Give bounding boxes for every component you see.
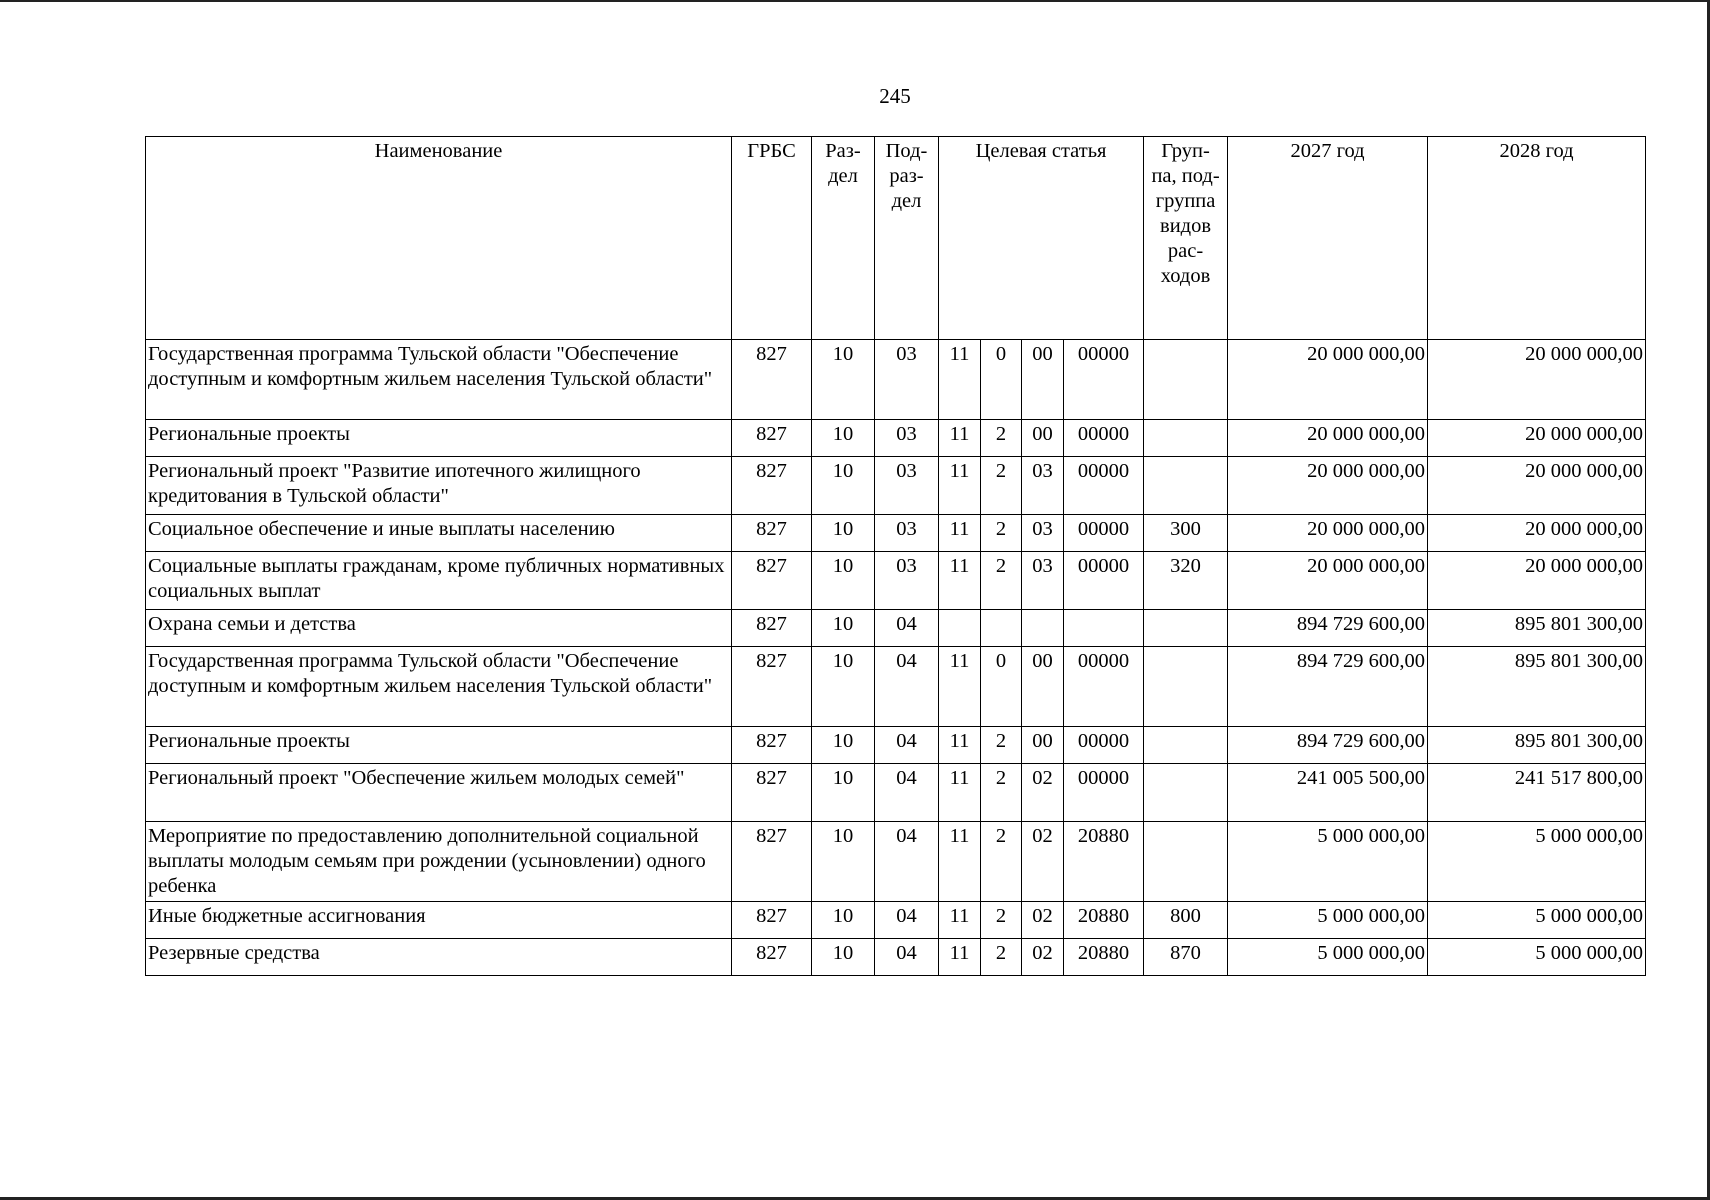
cell-target-event: 00 — [1022, 647, 1064, 727]
cell-name: Государственная программа Тульской области "Обеспечение доступным и комфортным жильем населения Тульской области" — [146, 647, 732, 727]
cell-target-direction: 00000 — [1064, 764, 1144, 822]
cell-expense-group — [1144, 647, 1228, 727]
cell-amount-2027: 894 729 600,00 — [1228, 727, 1428, 764]
cell-razdel: 10 — [812, 515, 875, 552]
cell-grbs: 827 — [732, 764, 812, 822]
cell-amount-2028: 5 000 000,00 — [1428, 902, 1646, 939]
cell-target-type: 2 — [981, 822, 1022, 902]
table-row — [146, 939, 1646, 976]
cell-amount-2028: 20 000 000,00 — [1428, 552, 1646, 610]
cell-expense-group — [1144, 420, 1228, 457]
page-number: 245 — [879, 84, 911, 108]
cell-target-type: 0 — [981, 647, 1022, 727]
header-expense-group: Груп- па, под- группа видов рас- ходов — [1144, 137, 1228, 340]
cell-podrazdel: 03 — [875, 552, 939, 610]
cell-name: Региональный проект "Развитие ипотечного жилищного кредитования в Тульской области" — [146, 457, 732, 515]
cell-expense-group: 870 — [1144, 939, 1228, 976]
budget-table — [145, 136, 1646, 976]
cell-expense-group: 300 — [1144, 515, 1228, 552]
scan-edge-top — [0, 0, 1710, 2]
cell-name: Государственная программа Тульской области "Обеспечение доступным и комфортным жильем населения Тульской области" — [146, 340, 732, 420]
table-row — [146, 552, 1646, 610]
cell-razdel: 10 — [812, 420, 875, 457]
cell-expense-group — [1144, 340, 1228, 420]
cell-amount-2027: 894 729 600,00 — [1228, 647, 1428, 727]
cell-grbs: 827 — [732, 727, 812, 764]
cell-amount-2028: 895 801 300,00 — [1428, 647, 1646, 727]
header-grbs: ГРБС — [732, 137, 812, 340]
cell-target-event: 02 — [1022, 902, 1064, 939]
cell-target-type: 0 — [981, 340, 1022, 420]
cell-target-direction: 00000 — [1064, 340, 1144, 420]
cell-target-event: 00 — [1022, 340, 1064, 420]
cell-expense-group: 800 — [1144, 902, 1228, 939]
cell-target-event: 02 — [1022, 939, 1064, 976]
cell-target-direction — [1064, 610, 1144, 647]
cell-amount-2027: 20 000 000,00 — [1228, 420, 1428, 457]
cell-target-type: 2 — [981, 727, 1022, 764]
cell-razdel: 10 — [812, 610, 875, 647]
cell-target-event: 00 — [1022, 420, 1064, 457]
cell-podrazdel: 03 — [875, 340, 939, 420]
cell-grbs: 827 — [732, 552, 812, 610]
cell-podrazdel: 03 — [875, 420, 939, 457]
cell-amount-2028: 20 000 000,00 — [1428, 340, 1646, 420]
cell-podrazdel: 04 — [875, 610, 939, 647]
cell-target-type: 2 — [981, 515, 1022, 552]
table-row — [146, 727, 1646, 764]
cell-target-direction: 00000 — [1064, 552, 1144, 610]
cell-target-program — [939, 610, 981, 647]
cell-amount-2027: 20 000 000,00 — [1228, 340, 1428, 420]
cell-amount-2028: 20 000 000,00 — [1428, 457, 1646, 515]
cell-target-direction: 00000 — [1064, 515, 1144, 552]
cell-target-type: 2 — [981, 764, 1022, 822]
table-row — [146, 902, 1646, 939]
cell-podrazdel: 04 — [875, 902, 939, 939]
cell-expense-group — [1144, 764, 1228, 822]
cell-amount-2027: 5 000 000,00 — [1228, 822, 1428, 902]
cell-amount-2028: 241 517 800,00 — [1428, 764, 1646, 822]
cell-name: Региональный проект "Обеспечение жильем молодых семей" — [146, 764, 732, 822]
cell-razdel: 10 — [812, 457, 875, 515]
header-target-article: Целевая статья — [939, 137, 1144, 340]
cell-target-event: 02 — [1022, 822, 1064, 902]
cell-grbs: 827 — [732, 515, 812, 552]
cell-razdel: 10 — [812, 552, 875, 610]
table-row — [146, 420, 1646, 457]
table-row — [146, 515, 1646, 552]
cell-grbs: 827 — [732, 457, 812, 515]
cell-podrazdel: 03 — [875, 457, 939, 515]
header-2028: 2028 год — [1428, 137, 1646, 340]
cell-amount-2027: 241 005 500,00 — [1228, 764, 1428, 822]
table-row — [146, 340, 1646, 420]
cell-name: Социальное обеспечение и иные выплаты населению — [146, 515, 732, 552]
cell-target-event: 03 — [1022, 515, 1064, 552]
cell-amount-2027: 894 729 600,00 — [1228, 610, 1428, 647]
cell-name: Социальные выплаты гражданам, кроме публичных нормативных социальных выплат — [146, 552, 732, 610]
cell-target-direction: 20880 — [1064, 822, 1144, 902]
cell-target-program: 11 — [939, 420, 981, 457]
cell-target-direction: 20880 — [1064, 902, 1144, 939]
cell-amount-2028: 895 801 300,00 — [1428, 610, 1646, 647]
cell-target-program: 11 — [939, 939, 981, 976]
cell-grbs: 827 — [732, 610, 812, 647]
cell-podrazdel: 04 — [875, 764, 939, 822]
cell-target-direction: 00000 — [1064, 457, 1144, 515]
cell-target-type: 2 — [981, 457, 1022, 515]
cell-target-event: 03 — [1022, 457, 1064, 515]
table-row — [146, 610, 1646, 647]
cell-expense-group — [1144, 610, 1228, 647]
cell-podrazdel: 04 — [875, 647, 939, 727]
cell-target-type: 2 — [981, 552, 1022, 610]
cell-target-program: 11 — [939, 647, 981, 727]
cell-amount-2028: 5 000 000,00 — [1428, 939, 1646, 976]
table-row — [146, 764, 1646, 822]
cell-amount-2028: 20 000 000,00 — [1428, 420, 1646, 457]
cell-target-direction: 00000 — [1064, 727, 1144, 764]
table-row — [146, 457, 1646, 515]
cell-target-event — [1022, 610, 1064, 647]
cell-name: Иные бюджетные ассигнования — [146, 902, 732, 939]
cell-amount-2027: 5 000 000,00 — [1228, 902, 1428, 939]
cell-podrazdel: 04 — [875, 939, 939, 976]
cell-target-program: 11 — [939, 822, 981, 902]
cell-target-type — [981, 610, 1022, 647]
cell-grbs: 827 — [732, 939, 812, 976]
cell-podrazdel: 03 — [875, 515, 939, 552]
cell-target-type: 2 — [981, 939, 1022, 976]
cell-razdel: 10 — [812, 822, 875, 902]
header-razdel: Раз- дел — [812, 137, 875, 340]
cell-target-program: 11 — [939, 515, 981, 552]
cell-target-type: 2 — [981, 420, 1022, 457]
cell-grbs: 827 — [732, 822, 812, 902]
cell-target-program: 11 — [939, 764, 981, 822]
cell-amount-2027: 20 000 000,00 — [1228, 552, 1428, 610]
cell-podrazdel: 04 — [875, 727, 939, 764]
cell-target-direction: 00000 — [1064, 420, 1144, 457]
cell-amount-2028: 20 000 000,00 — [1428, 515, 1646, 552]
cell-razdel: 10 — [812, 647, 875, 727]
cell-podrazdel: 04 — [875, 822, 939, 902]
header-2027: 2027 год — [1228, 137, 1428, 340]
cell-name: Мероприятие по предоставлению дополнительной социальной выплаты молодым семьям при рождении (усыновлении) одного ребенка — [146, 822, 732, 902]
header-podrazdel: Под- раз- дел — [875, 137, 939, 340]
cell-target-direction: 20880 — [1064, 939, 1144, 976]
table-row — [146, 822, 1646, 902]
header-name: Наименование — [146, 137, 732, 340]
table-row — [146, 647, 1646, 727]
cell-razdel: 10 — [812, 939, 875, 976]
cell-razdel: 10 — [812, 727, 875, 764]
cell-grbs: 827 — [732, 420, 812, 457]
cell-razdel: 10 — [812, 340, 875, 420]
cell-target-event: 00 — [1022, 727, 1064, 764]
cell-expense-group — [1144, 727, 1228, 764]
cell-amount-2028: 895 801 300,00 — [1428, 727, 1646, 764]
cell-target-direction: 00000 — [1064, 647, 1144, 727]
cell-target-type: 2 — [981, 902, 1022, 939]
cell-name: Резервные средства — [146, 939, 732, 976]
cell-target-program: 11 — [939, 340, 981, 420]
cell-target-program: 11 — [939, 552, 981, 610]
cell-name: Охрана семьи и детства — [146, 610, 732, 647]
cell-amount-2028: 5 000 000,00 — [1428, 822, 1646, 902]
cell-name: Региональные проекты — [146, 420, 732, 457]
cell-target-program: 11 — [939, 457, 981, 515]
cell-amount-2027: 5 000 000,00 — [1228, 939, 1428, 976]
cell-grbs: 827 — [732, 902, 812, 939]
cell-target-program: 11 — [939, 902, 981, 939]
cell-grbs: 827 — [732, 647, 812, 727]
cell-razdel: 10 — [812, 902, 875, 939]
table-header-row — [146, 137, 1646, 340]
cell-amount-2027: 20 000 000,00 — [1228, 515, 1428, 552]
cell-expense-group — [1144, 822, 1228, 902]
cell-razdel: 10 — [812, 764, 875, 822]
cell-expense-group — [1144, 457, 1228, 515]
table-body — [146, 340, 1646, 976]
cell-target-program: 11 — [939, 727, 981, 764]
cell-target-event: 02 — [1022, 764, 1064, 822]
cell-expense-group: 320 — [1144, 552, 1228, 610]
cell-amount-2027: 20 000 000,00 — [1228, 457, 1428, 515]
cell-target-event: 03 — [1022, 552, 1064, 610]
cell-grbs: 827 — [732, 340, 812, 420]
cell-name: Региональные проекты — [146, 727, 732, 764]
